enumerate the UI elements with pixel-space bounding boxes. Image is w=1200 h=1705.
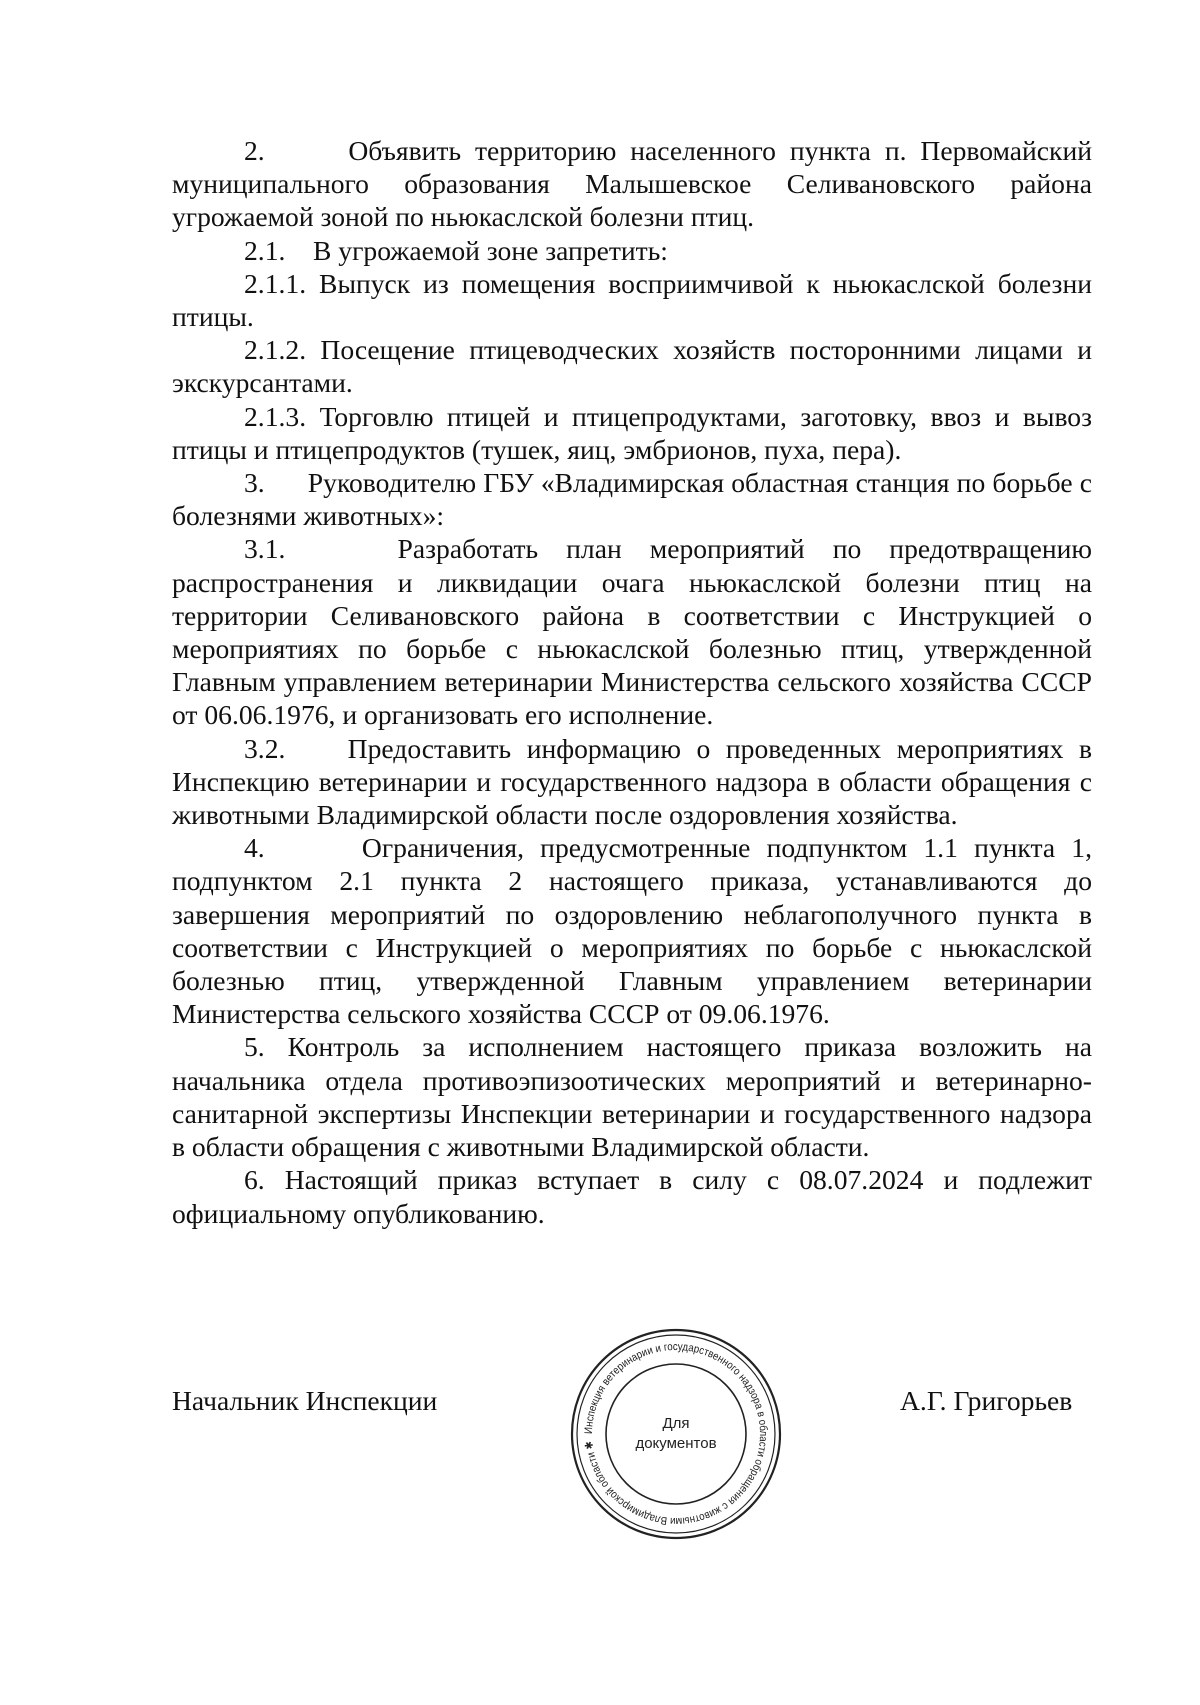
- paragraph-2-1: 2.1. В угрожаемой зоне запретить:: [244, 234, 668, 266]
- paragraph-3-1: 3.1. Разработать план мероприятий по предотвращению распространения и ликвидации очага ньюкаслской болезни птиц на территории Селивановского района в соответствии с Инструкцией о мероприятиях по борьбе с ньюкаслской болезнью птиц, утвержденной Главным управлением ветеринарии Министерства сельского хозяйства СССР от 06.06.1976, и организовать его исполнение.: [172, 533, 1092, 731]
- paragraph-3: 3. Руководителю ГБУ «Владимирская областная станция по борьбе с болезнями животных»:: [172, 467, 1092, 532]
- paragraph-5: 5. Контроль за исполнением настоящего приказа возложить на начальника отдела противоэпизоотических мероприятий и ветеринарно-санитарной экспертизы Инспекции ветеринарии и государственного надзора в области обращения с животными Владимирской области.: [172, 1031, 1092, 1163]
- signature-name: А.Г. Григорьев: [900, 1385, 1073, 1416]
- paragraph-2-1-1: 2.1.1. Выпуск из помещения восприимчивой к ньюкаслской болезни птицы.: [172, 267, 1092, 333]
- paragraph-2-1-2: 2.1.2. Посещение птицеводческих хозяйств посторонними лицами и экскурсантами.: [172, 334, 1092, 399]
- document-body: [172, 134, 1092, 1230]
- paragraph-4: 4. Ограничения, предусмотренные подпунктом 1.1 пункта 1, подпунктом 2.1 пункта 2 настоящего приказа, устанавливаются до завершения мероприятий по оздоровлению неблагополучного пункта в соответствии с Инструкцией о мероприятиях по борьбе с ньюкаслской болезнью птиц, утвержденной Главным управлением ветеринарии Министерства сельского хозяйства СССР от 09.06.1976.: [172, 832, 1092, 1030]
- seal-center-line2: документов: [635, 1435, 717, 1452]
- seal-stamp-icon: [568, 1326, 784, 1542]
- seal-center-line1: Для: [662, 1415, 690, 1432]
- paragraph-6: 6. Настоящий приказ вступает в силу с 08.07.2024 и подлежит официальному опубликованию.: [172, 1164, 1092, 1229]
- official-seal: [568, 1326, 784, 1542]
- paragraph-2-1-3: 2.1.3. Торговлю птицей и птицепродуктами, заготовку, ввоз и вывоз птицы и птицепродуктов (тушек, яиц, эмбрионов, пуха, пера).: [172, 400, 1092, 465]
- paragraph-3-2: 3.2. Предоставить информацию о проведенных мероприятиях в Инспекцию ветеринарии и государственного надзора в области обращения с животными Владимирской области после оздоровления хозяйства.: [172, 732, 1092, 831]
- seal-ring-text: Инспекция ветеринарии и государственного надзора в области обращения с животными Владимирской области ✱: [582, 1340, 770, 1528]
- paragraph-2: 2. Объявить территорию населенного пункта п. Первомайский муниципального образования Малышевское Селивановского района угрожаемой зоной по ньюкаслской болезни птиц.: [172, 135, 1092, 233]
- signature-position: Начальник Инспекции: [172, 1385, 438, 1416]
